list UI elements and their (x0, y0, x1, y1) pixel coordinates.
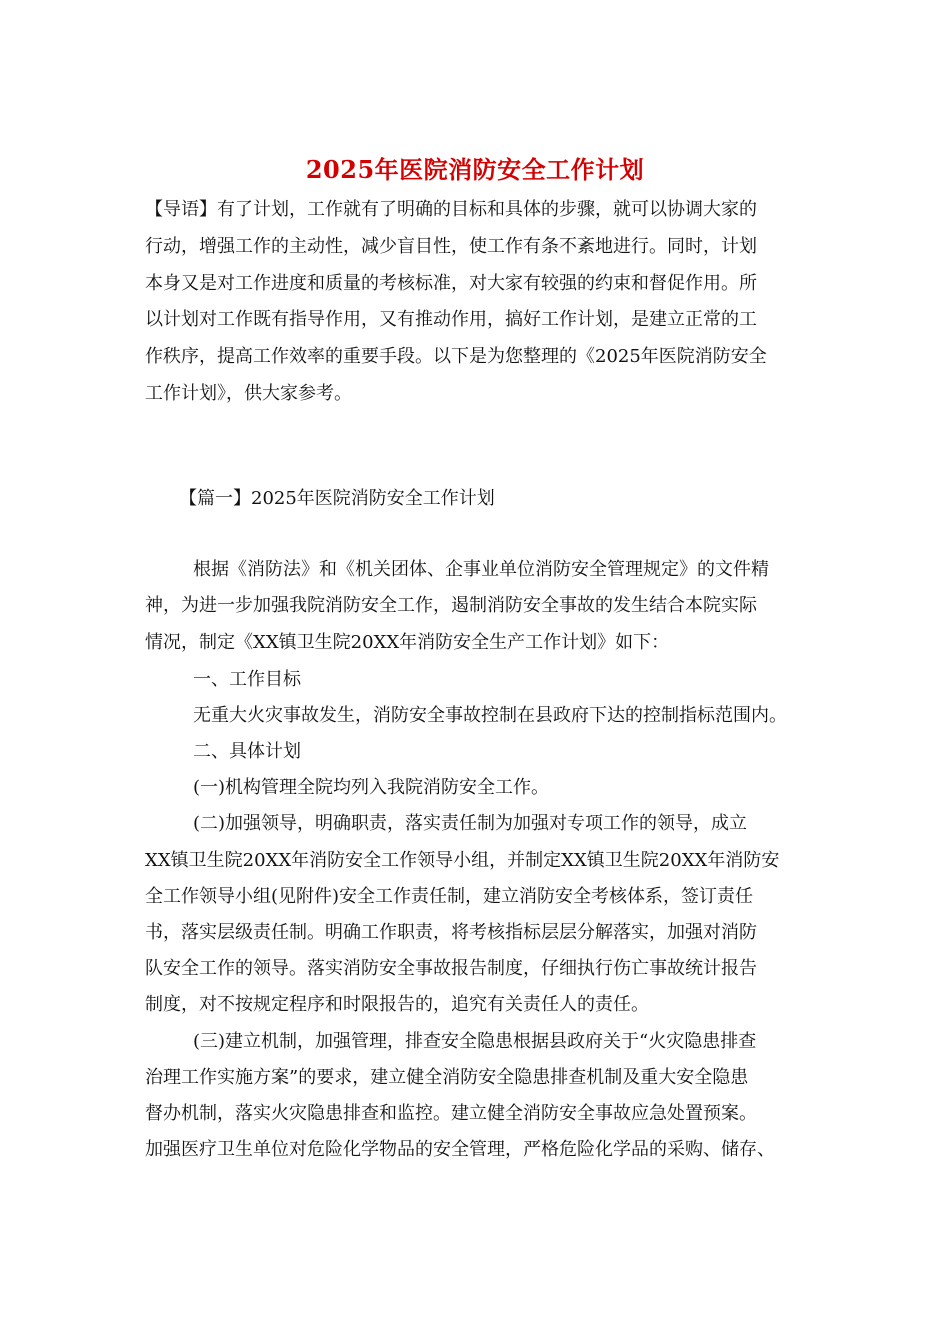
body-line-4: 一、工作目标 (193, 669, 301, 690)
body-line-17: 加强医疗卫生单位对危险化学物品的安全管理，严格危险化学品的采购、储存、 (145, 1139, 775, 1160)
body-line-12: 队安全工作的领导。落实消防安全事故报告制度，仔细执行伤亡事故统计报告 (145, 958, 757, 979)
body-line-3: 情况，制定《XX镇卫生院20XX年消防安全生产工作计划》如下： (145, 632, 670, 653)
body-line-13: 制度，对不按规定程序和时限报告的，追究有关责任人的责任。 (145, 994, 649, 1015)
body-line-8: (二)加强领导，明确职责，落实责任制为加强对专项工作的领导，成立 (193, 813, 748, 834)
body-line-7: (一)机构管理全院均列入我院消防安全工作。 (193, 777, 550, 798)
intro-line-6: 工作计划》，供大家参考。 (145, 383, 352, 404)
intro-line-2: 行动，增强工作的主动性，减少盲目性，使工作有条不紊地进行。同时，计划 (145, 236, 757, 257)
intro-line-3: 本身又是对工作进度和质量的考核标准，对大家有较强的约束和督促作用。所 (145, 273, 757, 294)
body-line-2: 神，为进一步加强我院消防安全工作，遏制消防安全事故的发生结合本院实际 (145, 595, 757, 616)
intro-line-5: 作秩序，提高工作效率的重要手段。以下是为您整理的《2025年医院消防安全 (145, 346, 767, 367)
intro-line-4: 以计划对工作既有指导作用，又有推动作用，搞好工作计划，是建立正常的工 (145, 309, 757, 330)
body-line-16: 督办机制，落实火灾隐患排查和监控。建立健全消防安全事故应急处置预案。 (145, 1103, 757, 1124)
body-line-6: 二、具体计划 (193, 741, 301, 762)
intro-line-1: 【导语】有了计划，工作就有了明确的目标和具体的步骤，就可以协调大家的 (145, 199, 757, 220)
section-heading: 【篇一】2025年医院消防安全工作计划 (179, 488, 495, 509)
body-line-11: 书，落实层级责任制。明确工作职责，将考核指标层层分解落实，加强对消防 (145, 922, 757, 943)
body-line-14: (三)建立机制，加强管理，排查安全隐患根据县政府关于“火灾隐患排查 (193, 1031, 757, 1052)
body-line-9: XX镇卫生院20XX年消防安全工作领导小组，并制定XX镇卫生院20XX年消防安 (145, 850, 780, 871)
body-line-10: 全工作领导小组(见附件)安全工作责任制，建立消防安全考核体系，签订责任 (145, 886, 754, 907)
body-line-15: 治理工作实施方案”的要求，建立健全消防安全隐患排查机制及重大安全隐患 (145, 1067, 749, 1088)
body-line-5: 无重大火灾事故发生，消防安全事故控制在县政府下达的控制指标范围内。 (193, 705, 787, 726)
document-title: 2025年医院消防安全工作计划 (305, 155, 645, 184)
body-line-1: 根据《消防法》和《机关团体、企事业单位消防安全管理规定》的文件精 (193, 559, 769, 580)
